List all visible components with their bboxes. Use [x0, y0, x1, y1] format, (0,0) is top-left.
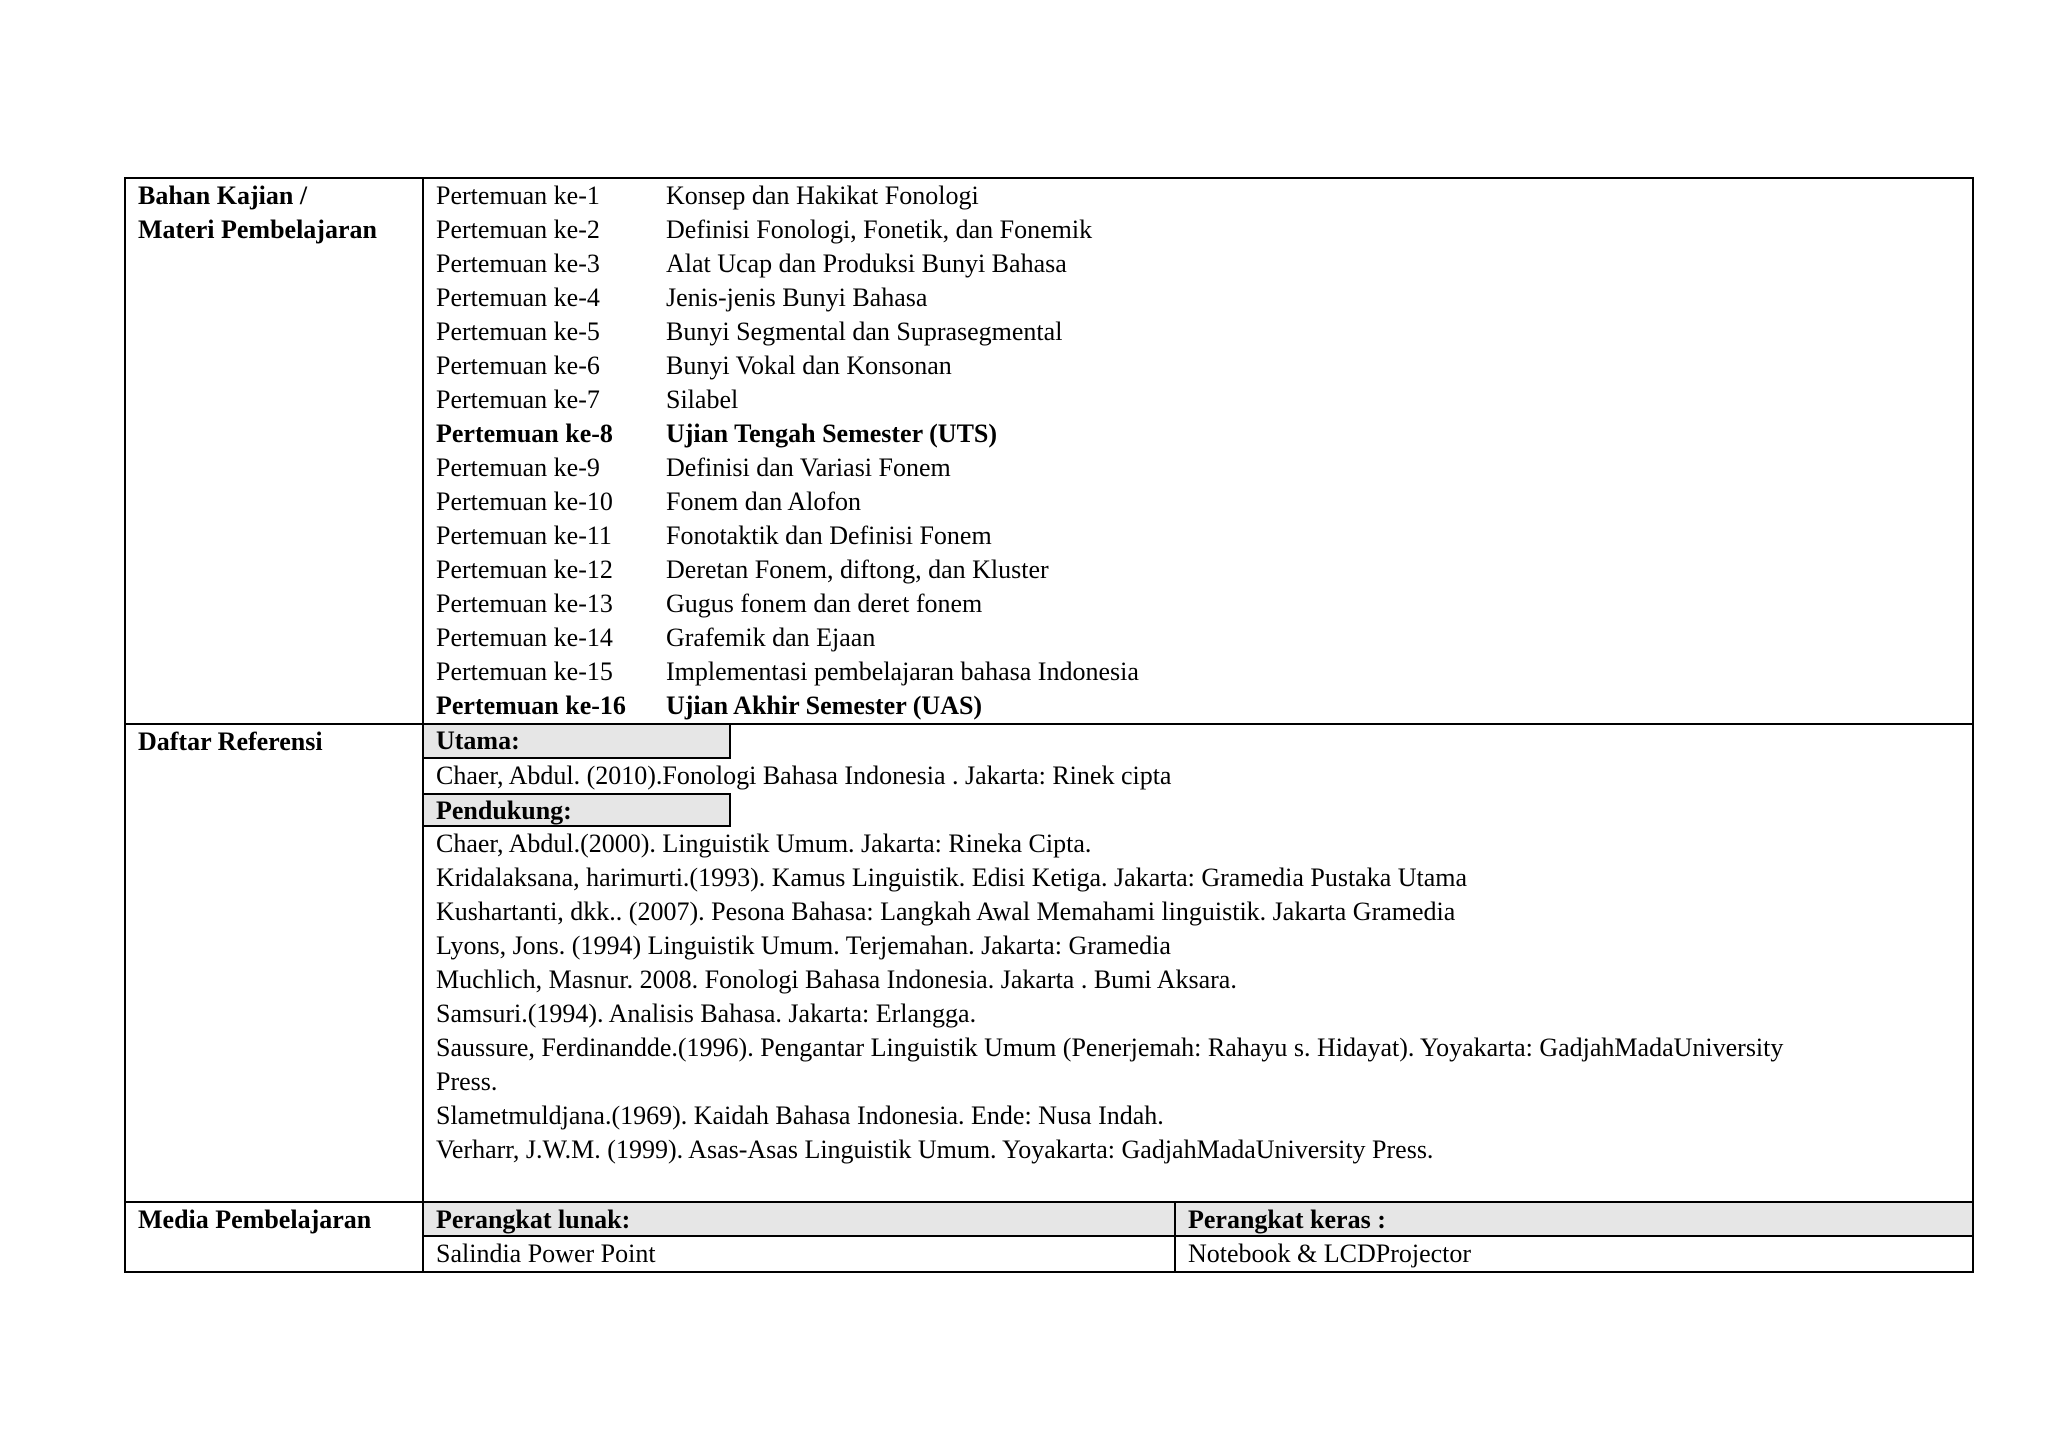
materials-label-line: Bahan Kajian /: [138, 181, 308, 210]
meeting-topic: Definisi dan Variasi Fonem: [666, 453, 951, 482]
meeting-number: Pertemuan ke-7: [436, 385, 600, 414]
meeting-topic: Grafemik dan Ejaan: [666, 623, 876, 652]
software-header: Perangkat lunak:: [424, 1203, 1176, 1237]
meeting-topic: Konsep dan Hakikat Fonologi: [666, 181, 979, 210]
media-grid: [424, 1203, 1972, 1271]
reference-line: Kushartanti, dkk.. (2007). Pesona Bahasa: Langkah Awal Memahami linguistik. Jakarta Gramedia: [436, 897, 1456, 926]
media-section: [126, 1203, 1972, 1271]
meeting-topic: Alat Ucap dan Produksi Bunyi Bahasa: [666, 249, 1067, 278]
meeting-row: [424, 689, 1972, 723]
support-references-list: [424, 827, 1972, 1167]
support-references-header: Pendukung:: [424, 793, 731, 827]
meeting-topic: Fonotaktik dan Definisi Fonem: [666, 521, 992, 550]
media-label-text: Media Pembelajaran: [138, 1205, 372, 1234]
main-references-header: Utama:: [424, 725, 731, 759]
reference-line: Muchlich, Masnur. 2008. Fonologi Bahasa Indonesia. Jakarta . Bumi Aksara.: [436, 965, 1237, 994]
meeting-number: Pertemuan ke-11: [436, 521, 612, 550]
materials-section: [126, 179, 1972, 725]
meeting-topic: Definisi Fonologi, Fonetik, dan Fonemik: [666, 215, 1093, 244]
materials-label-line: Materi Pembelajaran: [138, 215, 377, 244]
meeting-row: [424, 349, 1972, 383]
meeting-topic: Bunyi Vokal dan Konsonan: [666, 351, 952, 380]
meeting-number: Pertemuan ke-6: [436, 351, 600, 380]
meeting-number: Pertemuan ke-8: [436, 419, 613, 448]
meeting-number: Pertemuan ke-10: [436, 487, 613, 516]
meeting-number: Pertemuan ke-13: [436, 589, 613, 618]
meeting-topic: Gugus fonem dan deret fonem: [666, 589, 983, 618]
meeting-number: Pertemuan ke-16: [436, 691, 626, 720]
meeting-number: Pertemuan ke-4: [436, 283, 600, 312]
meeting-row: [424, 247, 1972, 281]
references-label: [126, 725, 424, 1201]
reference-line: Saussure, Ferdinandde.(1996). Pengantar Linguistik Umum (Penerjemah: Rahayu s. Hidayat). Yoyakarta: GadjahMadaUniversity: [436, 1033, 1784, 1062]
meeting-row: [424, 417, 1972, 451]
meeting-topic: Silabel: [666, 385, 739, 414]
media-label: [126, 1203, 424, 1271]
meeting-number: Pertemuan ke-14: [436, 623, 613, 652]
meeting-number: Pertemuan ke-3: [436, 249, 600, 278]
meeting-topic: Deretan Fonem, diftong, dan Kluster: [666, 555, 1049, 584]
meeting-topic: Implementasi pembelajaran bahasa Indonesia: [666, 657, 1139, 686]
references-section: [126, 725, 1972, 1203]
meeting-row: [424, 519, 1972, 553]
meeting-row: [424, 485, 1972, 519]
meeting-row: [424, 553, 1972, 587]
course-plan-table: [124, 177, 1974, 1273]
hardware-value: Notebook & LCDProjector: [1188, 1239, 1472, 1268]
meeting-number: Pertemuan ke-1: [436, 181, 600, 210]
software-value: Salindia Power Point: [424, 1237, 1176, 1271]
meeting-row: [424, 315, 1972, 349]
meeting-row: [424, 655, 1972, 689]
references-label-text: Daftar Referensi: [138, 727, 323, 756]
meeting-row: [424, 383, 1972, 417]
main-references-list: [424, 759, 1972, 793]
reference-line: Press.: [436, 1067, 498, 1096]
meeting-topic: Ujian Tengah Semester (UTS): [666, 419, 998, 448]
meeting-number: Pertemuan ke-15: [436, 657, 613, 686]
meeting-topic: Jenis-jenis Bunyi Bahasa: [666, 283, 928, 312]
meeting-list: [424, 179, 1972, 723]
reference-line: Verharr, J.W.M. (1999). Asas-Asas Linguistik Umum. Yoyakarta: GadjahMadaUniversity Press.: [436, 1135, 1434, 1164]
hardware-header: Perangkat keras :: [1176, 1203, 1972, 1237]
meeting-row: [424, 451, 1972, 485]
meeting-row: [424, 621, 1972, 655]
meeting-row: [424, 213, 1972, 247]
reference-line: Lyons, Jons. (1994) Linguistik Umum. Terjemahan. Jakarta: Gramedia: [436, 931, 1171, 960]
reference-line: Samsuri.(1994). Analisis Bahasa. Jakarta: Erlangga.: [436, 999, 977, 1028]
meeting-topic: Bunyi Segmental dan Suprasegmental: [666, 317, 1063, 346]
spacer: [424, 1167, 1972, 1201]
meeting-topic: Ujian Akhir Semester (UAS): [666, 691, 983, 720]
meeting-row: [424, 179, 1972, 213]
references-content: [424, 725, 1972, 1201]
meeting-row: [424, 587, 1972, 621]
meeting-number: Pertemuan ke-9: [436, 453, 600, 482]
meeting-topic: Fonem dan Alofon: [666, 487, 861, 516]
materials-label: [126, 179, 424, 723]
reference-line: Chaer, Abdul. (2010).Fonologi Bahasa Indonesia . Jakarta: Rinek cipta: [436, 761, 1172, 790]
meeting-number: Pertemuan ke-5: [436, 317, 600, 346]
reference-line: Slametmuldjana.(1969). Kaidah Bahasa Indonesia. Ende: Nusa Indah.: [436, 1101, 1164, 1130]
meeting-number: Pertemuan ke-2: [436, 215, 600, 244]
meeting-number: Pertemuan ke-12: [436, 555, 613, 584]
reference-line: Chaer, Abdul.(2000). Linguistik Umum. Jakarta: Rineka Cipta.: [436, 829, 1092, 858]
meeting-row: [424, 281, 1972, 315]
reference-line: Kridalaksana, harimurti.(1993). Kamus Linguistik. Edisi Ketiga. Jakarta: Gramedia Pustaka Utama: [436, 863, 1468, 892]
